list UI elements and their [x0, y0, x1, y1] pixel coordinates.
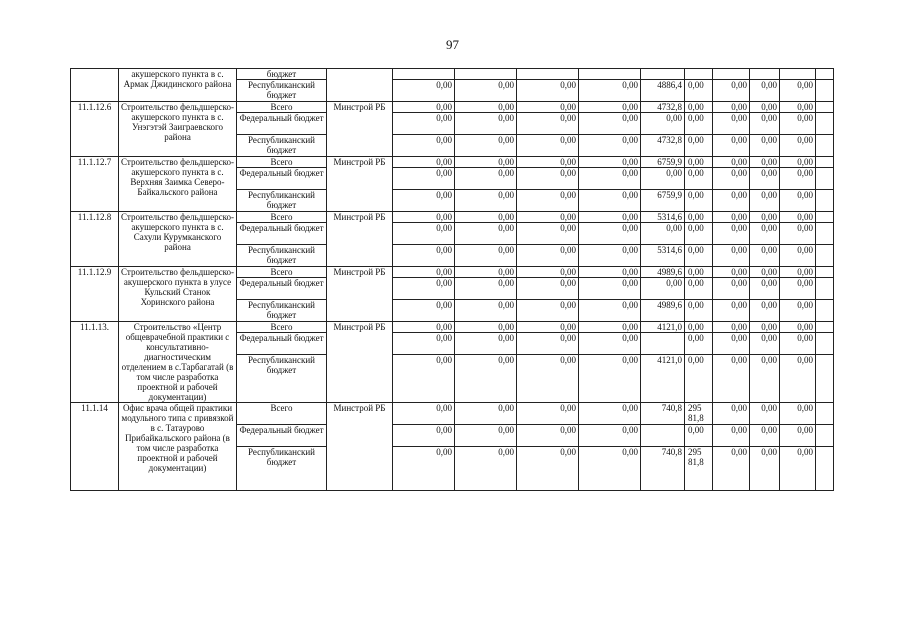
value-cell: 0,00	[455, 278, 517, 300]
value-cell: 0,00	[455, 80, 517, 102]
funding-source: Республиканский бюджет	[237, 447, 327, 491]
value-cell: 0,00	[641, 113, 685, 135]
value-cell	[816, 69, 834, 80]
value-cell: 0,00	[685, 223, 713, 245]
budget-table	[70, 68, 834, 491]
value-cell	[816, 113, 834, 135]
item-name: Строительство фельдшерско-акушерского пункта в с. Верхняя Заимка Северо-Байкальского района	[119, 157, 237, 212]
value-cell: 0,00	[517, 168, 579, 190]
value-cell: 0,00	[517, 447, 579, 491]
value-cell: 0,00	[517, 190, 579, 212]
value-cell: 0,00	[780, 168, 816, 190]
value-cell: 0,00	[579, 267, 641, 278]
funding-source: Республиканский бюджет	[237, 190, 327, 212]
value-cell: 0,00	[393, 102, 455, 113]
value-cell: 0,00	[455, 157, 517, 168]
value-cell: 0,00	[713, 157, 750, 168]
value-cell: 0,00	[713, 102, 750, 113]
value-cell: 0,00	[685, 322, 713, 333]
funding-source: Всего	[237, 267, 327, 278]
value-cell: 0,00	[713, 333, 750, 355]
value-cell: 0,00	[455, 212, 517, 223]
value-cell: 0,00	[393, 223, 455, 245]
value-cell: 0,00	[393, 245, 455, 267]
value-cell: 0,00	[579, 190, 641, 212]
value-cell: 0,00	[713, 245, 750, 267]
value-cell: 0,00	[641, 223, 685, 245]
funding-source: Всего	[237, 322, 327, 333]
value-cell: 0,00	[579, 135, 641, 157]
value-cell: 740,8	[641, 447, 685, 491]
value-cell: 0,00	[713, 425, 750, 447]
value-cell: 0,00	[713, 212, 750, 223]
value-cell: 0,00	[780, 322, 816, 333]
value-cell: 0,00	[780, 267, 816, 278]
value-cell: 0,00	[393, 212, 455, 223]
value-cell: 0,00	[750, 212, 780, 223]
value-cell: 0,00	[750, 245, 780, 267]
value-cell: 0,00	[641, 278, 685, 300]
value-cell	[816, 168, 834, 190]
value-cell: 0,00	[713, 80, 750, 102]
value-cell: 0,00	[780, 135, 816, 157]
value-cell: 0,00	[750, 267, 780, 278]
value-cell: 0,00	[685, 212, 713, 223]
value-cell: 0,00	[713, 168, 750, 190]
value-cell: 0,00	[517, 278, 579, 300]
funding-source: Федеральный бюджет	[237, 425, 327, 447]
value-cell	[641, 69, 685, 80]
value-cell	[816, 135, 834, 157]
value-cell: 0,00	[750, 135, 780, 157]
value-cell: 0,00	[517, 80, 579, 102]
funding-source: Республиканский бюджет	[237, 300, 327, 322]
page-number: 97	[446, 37, 459, 52]
value-cell	[780, 69, 816, 80]
table-row	[71, 403, 834, 425]
value-cell: 0,00	[579, 333, 641, 355]
value-cell: 0,00	[579, 447, 641, 491]
value-cell	[816, 322, 834, 333]
value-cell: 5314,6	[641, 212, 685, 223]
value-cell: 5314,6	[641, 245, 685, 267]
value-cell	[816, 223, 834, 245]
value-cell: 0,00	[685, 300, 713, 322]
value-cell: 0,00	[750, 355, 780, 403]
value-cell: 0,00	[393, 157, 455, 168]
item-number: 11.1.14	[71, 403, 119, 491]
value-cell: 4121,0	[641, 355, 685, 403]
item-number: 11.1.13.	[71, 322, 119, 403]
funding-source: бюджет	[237, 69, 327, 80]
responsible-party: Минстрой РБ	[327, 212, 393, 267]
value-cell: 0,00	[713, 113, 750, 135]
table-row	[71, 69, 834, 80]
value-cell: 0,00	[750, 102, 780, 113]
value-cell: 0,00	[713, 190, 750, 212]
value-cell: 0,00	[685, 113, 713, 135]
value-cell: 0,00	[455, 135, 517, 157]
value-cell: 0,00	[579, 168, 641, 190]
value-cell: 0,00	[579, 355, 641, 403]
value-cell: 4121,0	[641, 322, 685, 333]
value-cell: 0,00	[517, 212, 579, 223]
value-cell: 0,00	[393, 168, 455, 190]
value-cell: 0,00	[579, 300, 641, 322]
value-cell: 0,00	[517, 245, 579, 267]
value-cell: 0,00	[579, 157, 641, 168]
value-cell: 0,00	[780, 245, 816, 267]
value-cell	[816, 80, 834, 102]
value-cell: 0,00	[393, 447, 455, 491]
item-name: Строительство фельдшерско-акушерского пункта в с. Унэгэтэй Заиграевского района	[119, 102, 237, 157]
value-cell: 0,00	[780, 223, 816, 245]
funding-source: Республиканский бюджет	[237, 80, 327, 102]
value-cell: 0,00	[517, 223, 579, 245]
value-cell: 0,00	[517, 102, 579, 113]
value-cell: 0,00	[455, 223, 517, 245]
value-cell: 0,00	[685, 267, 713, 278]
funding-source: Всего	[237, 157, 327, 168]
value-cell	[816, 212, 834, 223]
value-cell: 0,00	[713, 322, 750, 333]
value-cell: 0,00	[685, 278, 713, 300]
value-cell: 0,00	[780, 447, 816, 491]
responsible-party: Минстрой РБ	[327, 267, 393, 322]
value-cell	[816, 157, 834, 168]
value-cell: 0,00	[579, 245, 641, 267]
value-cell: 0,00	[750, 425, 780, 447]
value-cell: 0,00	[393, 135, 455, 157]
value-cell: 0,00	[517, 300, 579, 322]
value-cell	[816, 267, 834, 278]
value-cell: 0,00	[455, 245, 517, 267]
value-cell: 295 81,8	[685, 447, 713, 491]
value-cell: 0,00	[780, 333, 816, 355]
funding-source: Федеральный бюджет	[237, 223, 327, 245]
funding-source: Федеральный бюджет	[237, 278, 327, 300]
value-cell: 0,00	[393, 300, 455, 322]
value-cell: 0,00	[517, 267, 579, 278]
value-cell: 6759,9	[641, 190, 685, 212]
value-cell: 0,00	[750, 190, 780, 212]
value-cell	[816, 278, 834, 300]
value-cell: 295 81,8	[685, 403, 713, 425]
value-cell: 0,00	[780, 102, 816, 113]
value-cell	[816, 355, 834, 403]
value-cell: 0,00	[780, 278, 816, 300]
value-cell: 0,00	[685, 80, 713, 102]
value-cell: 0,00	[517, 157, 579, 168]
value-cell: 0,00	[750, 157, 780, 168]
value-cell: 0,00	[780, 80, 816, 102]
item-name: Строительство «Центр общеврачебной практики с консультативно-диагностическим отделением в с.Тарбагатай (в том числе разработка проектной и рабочей документации)	[119, 322, 237, 403]
value-cell: 0,00	[455, 267, 517, 278]
value-cell: 0,00	[455, 333, 517, 355]
item-number: 11.1.12.7	[71, 157, 119, 212]
value-cell: 0,00	[517, 425, 579, 447]
value-cell	[816, 333, 834, 355]
value-cell: 0,00	[641, 168, 685, 190]
value-cell	[816, 403, 834, 425]
value-cell: 0,00	[750, 403, 780, 425]
value-cell: 0,00	[780, 355, 816, 403]
value-cell: 0,00	[713, 267, 750, 278]
value-cell	[816, 190, 834, 212]
value-cell: 0,00	[455, 113, 517, 135]
value-cell: 0,00	[685, 135, 713, 157]
value-cell: 0,00	[393, 267, 455, 278]
value-cell: 0,00	[750, 168, 780, 190]
value-cell: 0,00	[393, 80, 455, 102]
value-cell: 0,00	[455, 300, 517, 322]
value-cell: 0,00	[455, 425, 517, 447]
funding-source: Всего	[237, 403, 327, 425]
value-cell: 0,00	[713, 135, 750, 157]
item-name: Строительство фельдшерско-акушерского пункта в улусе Кульский Станок Хоринского района	[119, 267, 237, 322]
value-cell: 0,00	[455, 102, 517, 113]
value-cell: 0,00	[750, 223, 780, 245]
value-cell: 0,00	[750, 80, 780, 102]
value-cell: 0,00	[579, 278, 641, 300]
value-cell	[579, 69, 641, 80]
table-row	[71, 267, 834, 278]
item-number: 11.1.12.9	[71, 267, 119, 322]
value-cell: 0,00	[579, 322, 641, 333]
value-cell: 0,00	[713, 223, 750, 245]
value-cell: 0,00	[393, 403, 455, 425]
funding-source: Федеральный бюджет	[237, 113, 327, 135]
table-row	[71, 102, 834, 113]
value-cell: 4989,6	[641, 300, 685, 322]
value-cell: 0,00	[579, 113, 641, 135]
item-name: Строительство фельдшерско-акушерского пункта в с. Сахули Курумканского района	[119, 212, 237, 267]
responsible-party	[327, 69, 393, 102]
value-cell: 0,00	[750, 113, 780, 135]
value-cell	[517, 69, 579, 80]
value-cell: 0,00	[455, 322, 517, 333]
value-cell: 0,00	[579, 425, 641, 447]
value-cell: 0,00	[750, 333, 780, 355]
value-cell	[641, 425, 685, 447]
table-row	[71, 157, 834, 168]
value-cell: 0,00	[579, 102, 641, 113]
value-cell: 0,00	[713, 403, 750, 425]
value-cell: 0,00	[517, 135, 579, 157]
funding-source: Федеральный бюджет	[237, 333, 327, 355]
value-cell: 0,00	[685, 245, 713, 267]
value-cell: 0,00	[780, 300, 816, 322]
value-cell	[455, 69, 517, 80]
value-cell: 0,00	[713, 300, 750, 322]
item-name: акушерского пункта в с. Армак Джидинского района	[119, 69, 237, 102]
value-cell: 0,00	[579, 212, 641, 223]
value-cell: 0,00	[750, 447, 780, 491]
value-cell	[393, 69, 455, 80]
value-cell: 0,00	[750, 300, 780, 322]
funding-source: Всего	[237, 212, 327, 223]
funding-source: Федеральный бюджет	[237, 168, 327, 190]
value-cell: 0,00	[393, 190, 455, 212]
value-cell: 0,00	[780, 212, 816, 223]
value-cell	[816, 102, 834, 113]
value-cell: 0,00	[685, 168, 713, 190]
value-cell: 0,00	[713, 278, 750, 300]
value-cell: 0,00	[517, 355, 579, 403]
funding-source: Республиканский бюджет	[237, 135, 327, 157]
value-cell: 0,00	[393, 425, 455, 447]
table-row	[71, 322, 834, 333]
value-cell	[816, 447, 834, 491]
value-cell: 0,00	[393, 113, 455, 135]
responsible-party: Минстрой РБ	[327, 102, 393, 157]
value-cell: 4732,8	[641, 135, 685, 157]
value-cell: 0,00	[780, 403, 816, 425]
value-cell	[713, 69, 750, 80]
value-cell: 0,00	[517, 333, 579, 355]
value-cell: 0,00	[685, 333, 713, 355]
value-cell: 0,00	[393, 278, 455, 300]
value-cell: 0,00	[455, 355, 517, 403]
value-cell: 0,00	[685, 190, 713, 212]
value-cell: 0,00	[685, 157, 713, 168]
value-cell: 0,00	[579, 403, 641, 425]
funding-source: Республиканский бюджет	[237, 355, 327, 403]
value-cell: 0,00	[713, 447, 750, 491]
value-cell	[750, 69, 780, 80]
item-number	[71, 69, 119, 102]
value-cell: 0,00	[579, 223, 641, 245]
value-cell: 0,00	[780, 190, 816, 212]
funding-source: Республиканский бюджет	[237, 245, 327, 267]
value-cell: 0,00	[780, 157, 816, 168]
value-cell: 0,00	[517, 113, 579, 135]
value-cell: 740,8	[641, 403, 685, 425]
value-cell: 0,00	[517, 403, 579, 425]
value-cell: 0,00	[685, 355, 713, 403]
value-cell: 0,00	[455, 190, 517, 212]
table-body	[71, 69, 834, 491]
value-cell: 0,00	[780, 425, 816, 447]
item-name: Офис врача общей практики модульного типа с привязкой в с. Татаурово Прибайкальского района (в том числе разработка проектной и рабочей документации)	[119, 403, 237, 491]
responsible-party: Минстрой РБ	[327, 403, 393, 491]
value-cell: 0,00	[517, 322, 579, 333]
value-cell: 0,00	[455, 447, 517, 491]
value-cell: 0,00	[685, 102, 713, 113]
value-cell: 0,00	[685, 425, 713, 447]
value-cell: 0,00	[393, 322, 455, 333]
value-cell	[816, 425, 834, 447]
value-cell: 4886,4	[641, 80, 685, 102]
value-cell	[685, 69, 713, 80]
item-number: 11.1.12.6	[71, 102, 119, 157]
table-row	[71, 212, 834, 223]
responsible-party: Минстрой РБ	[327, 322, 393, 403]
value-cell: 0,00	[750, 278, 780, 300]
value-cell: 0,00	[455, 168, 517, 190]
value-cell: 6759,9	[641, 157, 685, 168]
value-cell	[641, 333, 685, 355]
responsible-party: Минстрой РБ	[327, 157, 393, 212]
value-cell: 0,00	[393, 333, 455, 355]
value-cell: 0,00	[780, 113, 816, 135]
value-cell: 0,00	[579, 80, 641, 102]
value-cell: 0,00	[750, 322, 780, 333]
value-cell: 4989,6	[641, 267, 685, 278]
value-cell: 0,00	[455, 403, 517, 425]
value-cell	[816, 245, 834, 267]
value-cell: 4732,8	[641, 102, 685, 113]
item-number: 11.1.12.8	[71, 212, 119, 267]
value-cell: 0,00	[713, 355, 750, 403]
value-cell	[816, 300, 834, 322]
value-cell: 0,00	[393, 355, 455, 403]
funding-source: Всего	[237, 102, 327, 113]
